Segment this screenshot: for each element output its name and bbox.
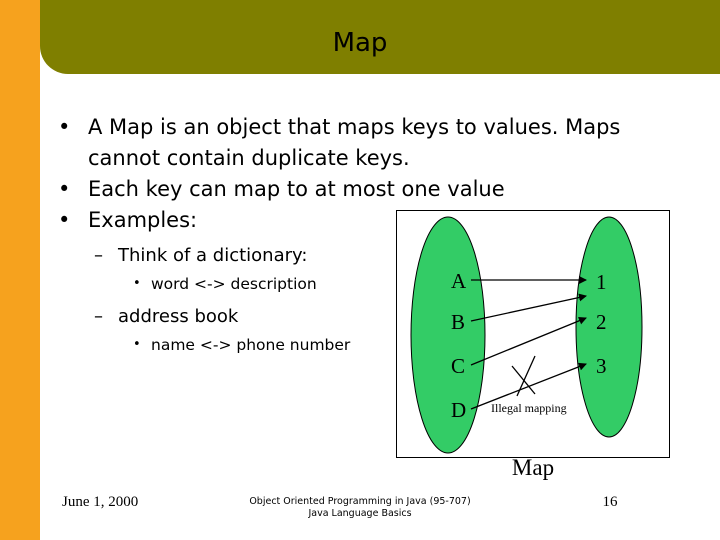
- bullet-item: [58, 112, 698, 174]
- illegal-mapping-label: Illegal mapping: [491, 401, 567, 415]
- key-label-d: D: [451, 398, 467, 422]
- bullet-marker: •: [58, 115, 71, 139]
- sub-bullet-text: address book: [118, 306, 239, 327]
- bullet-marker: •: [58, 177, 71, 201]
- bullet-text: Examples:: [88, 208, 198, 232]
- footer-course-subtitle: Java Language Basics: [308, 508, 412, 519]
- bullet-text: Each key can map to at most one value: [88, 177, 505, 201]
- arrow-b-to-3: [471, 296, 586, 321]
- key-label-c: C: [451, 354, 466, 378]
- footer-course-title: Object Oriented Programming in Java (95-707): [249, 496, 471, 507]
- sub-sub-bullet-text: word <-> description: [151, 275, 317, 293]
- dash-marker: –: [94, 245, 103, 266]
- left-accent-bar: [0, 0, 40, 540]
- key-label-a: A: [451, 269, 467, 293]
- footer-course-info: [210, 496, 510, 520]
- value-label-2: 2: [596, 310, 607, 334]
- diagram-caption: Map: [511, 455, 555, 480]
- bullet-marker: •: [133, 337, 141, 352]
- slide-title: Map: [332, 28, 388, 58]
- value-label-1: 1: [596, 270, 607, 294]
- map-diagram: [396, 210, 670, 458]
- key-label-b: B: [451, 310, 466, 334]
- bullet-marker: •: [58, 208, 71, 232]
- values-oval: [576, 217, 642, 437]
- page-number: 16: [602, 494, 618, 510]
- arrow-c-to-3: [471, 318, 586, 365]
- bullet-text: A Map is an object that maps keys to values. Maps cannot contain duplicate keys.: [88, 115, 621, 170]
- sub-sub-bullet-text: name <-> phone number: [151, 336, 351, 354]
- footer-date: June 1, 2000: [62, 494, 139, 510]
- sub-bullet-text: Think of a dictionary:: [118, 245, 308, 266]
- dash-marker: –: [94, 306, 103, 327]
- bullet-marker: •: [133, 276, 141, 291]
- keys-oval: [411, 217, 485, 453]
- bullet-item: [58, 174, 698, 205]
- value-label-3: 3: [596, 354, 607, 378]
- map-diagram-svg: [397, 211, 669, 457]
